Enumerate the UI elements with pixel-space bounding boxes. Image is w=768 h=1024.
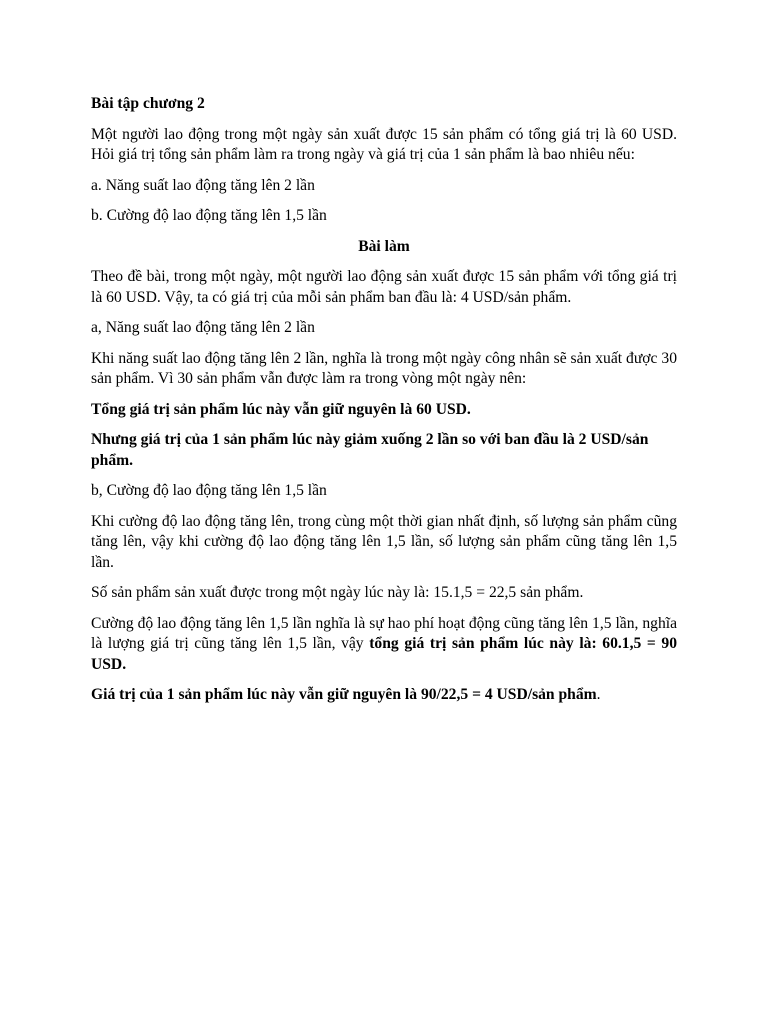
part-b-final-tail: . xyxy=(596,686,601,703)
part-b-final-bold: Giá trị của 1 sản phẩm lúc này vẫn giữ nguyên là 90/22,5 = 4 USD/sản phẩm xyxy=(91,686,597,703)
part-a-conclusion-unit: Nhưng giá trị của 1 sản phẩm lúc này giảm xuống 2 lần so với ban đầu là 2 USD/sản phẩm. xyxy=(91,431,649,469)
question-b: b. Cường độ lao động tăng lên 1,5 lần xyxy=(91,207,327,224)
part-b-calculation: Số sản phẩm sản xuất được trong một ngày lúc này là: 15.1,5 = 22,5 sản phẩm. xyxy=(91,584,584,601)
problem-statement: Một người lao động trong một ngày sản xuất được 15 sản phẩm có tổng giá trị là 60 USD. Hỏi giá trị tổng sản phẩm làm ra trong ngày và giá trị của 1 sản phẩm là bao nhiêu nếu: xyxy=(91,125,677,163)
part-a-explanation: Khi năng suất lao động tăng lên 2 lần, nghĩa là trong một ngày công nhân sẽ sản xuất được 30 sản phẩm. Vì 30 sản phẩm vẫn được làm ra trong vòng một ngày nên: xyxy=(91,349,677,387)
part-b-value-text: Cường độ lao động tăng lên 1,5 lần nghĩa là sự hao phí hoạt động cũng tăng lên 1,5 lần, nghĩa là lượng giá trị cũng tăng lên 1,5 lần, vậy xyxy=(91,614,677,652)
part-a-heading: a, Năng suất lao động tăng lên 2 lần xyxy=(91,319,315,336)
document-page xyxy=(91,94,677,716)
part-b-value-bold: tổng giá trị sản phẩm lúc này là: 60.1,5 = 90 USD. xyxy=(91,635,677,673)
part-b-heading: b, Cường độ lao động tăng lên 1,5 lần xyxy=(91,482,327,499)
part-a-conclusion-total: Tổng giá trị sản phẩm lúc này vẫn giữ nguyên là 60 USD. xyxy=(91,400,471,418)
solution-intro: Theo đề bài, trong một ngày, một người lao động sản xuất được 15 sản phẩm với tổng giá trị là 60 USD. Vậy, ta có giá trị của mỗi sản phẩm ban đầu là: 4 USD/sản phẩm. xyxy=(91,268,677,306)
part-b-final-paragraph xyxy=(91,685,677,706)
solution-heading: Bài làm xyxy=(358,237,410,255)
part-b-explanation: Khi cường độ lao động tăng lên, trong cùng một thời gian nhất định, số lượng sản phẩm cũng tăng lên, vậy khi cường độ lao động tăng lên 1,5 lần, số lượng sản phẩm cũng tăng lên 1,5 lần. xyxy=(91,512,677,571)
exercise-title: Bài tập chương 2 xyxy=(91,95,205,112)
question-a: a. Năng suất lao động tăng lên 2 lần xyxy=(91,176,315,194)
part-b-value-paragraph xyxy=(91,614,677,676)
